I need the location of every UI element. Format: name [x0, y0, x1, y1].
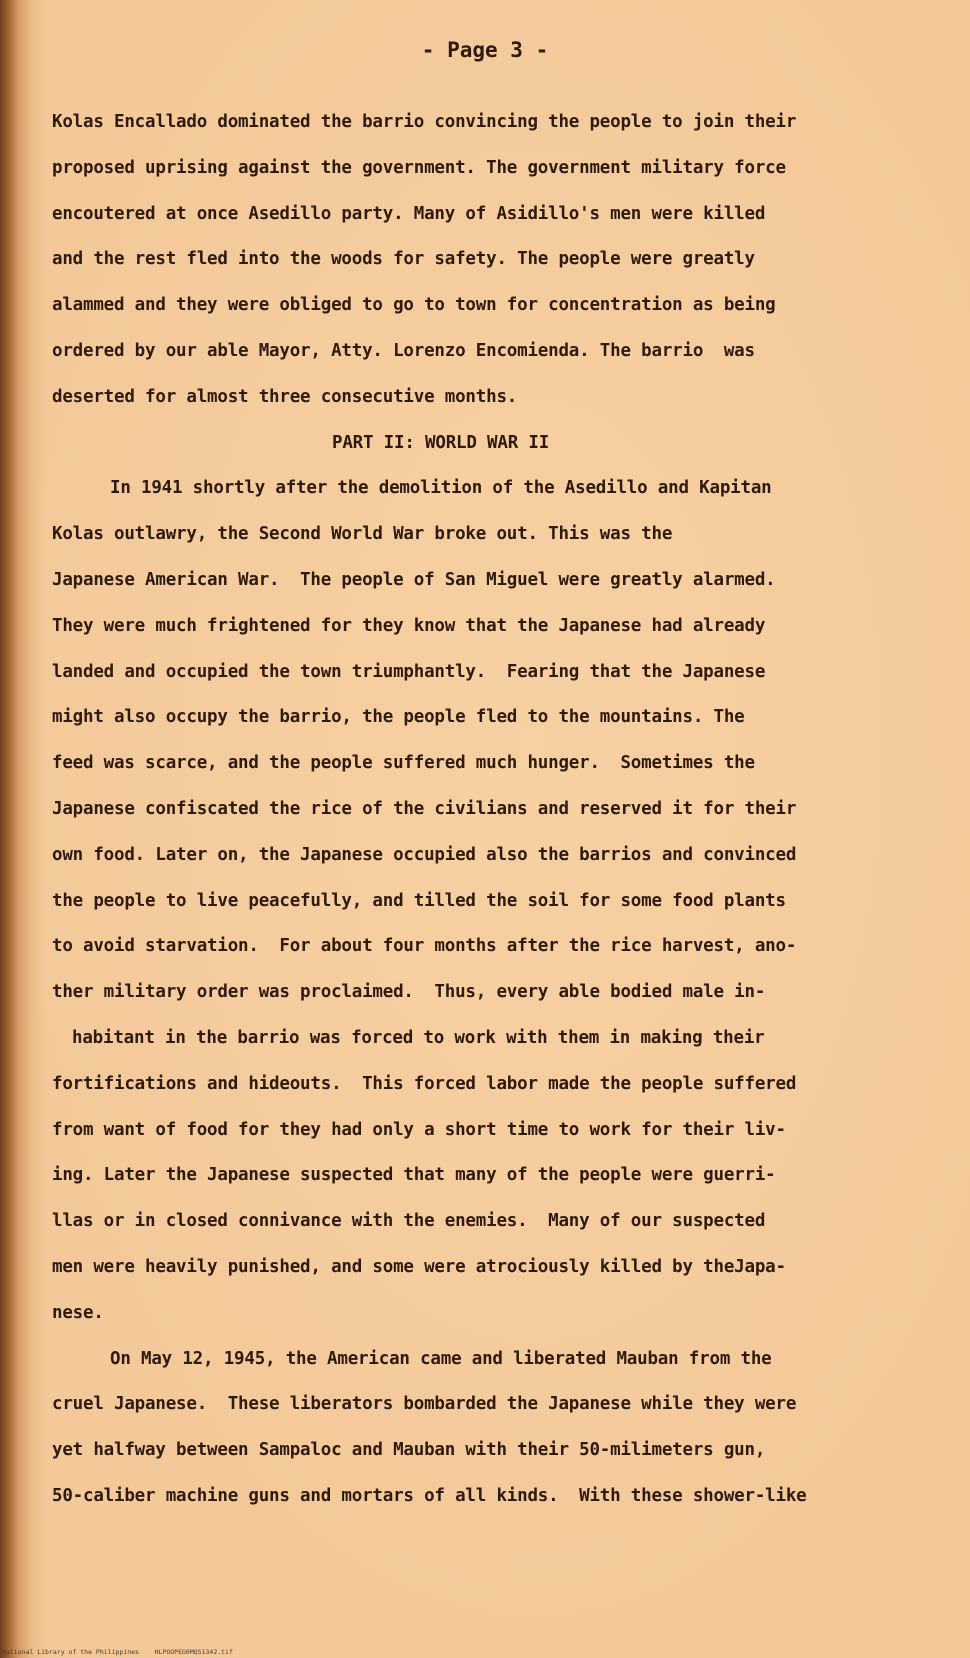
page-number: - Page 3 -: [421, 38, 549, 62]
text-line: Kolas Encallado dominated the barrio convincing the people to join their: [52, 112, 797, 132]
text-line: feed was scarce, and the people suffered much hunger. Sometimes the: [52, 753, 755, 774]
text-line: fortifications and hideouts. This forced labor made the people suffered: [52, 1073, 797, 1094]
text-line: nese.: [52, 1302, 104, 1323]
text-line: Kolas outlawry, the Second World War broke out. This was the: [52, 524, 673, 545]
text-line: encoutered at once Asedillo party. Many of Asidillo's men were killed: [52, 203, 766, 224]
text-line: habitant in the barrio was forced to work with them in making their: [72, 1027, 765, 1048]
text-line: They were much frightened for they know that the Japanese had already: [52, 615, 766, 636]
text-line: ther military order was proclaimed. Thus, every able bodied male in-: [52, 982, 766, 1003]
text-line: own food. Later on, the Japanese occupied also the barrios and convinced: [52, 844, 797, 865]
text-line: deserted for almost three consecutive months.: [52, 386, 518, 407]
text-line: Japanese confiscated the rice of the civilians and reserved it for their: [52, 798, 797, 819]
text-line: yet halfway between Sampaloc and Mauban with their 50-milimeters gun,: [52, 1440, 766, 1461]
text-line: to avoid starvation. For about four months after the rice harvest, ano-: [52, 936, 797, 957]
text-line: In 1941 shortly after the demolition of the Asedillo and Kapitan: [110, 478, 772, 499]
text-line: 50-caliber machine guns and mortars of all kinds. With these shower-like: [52, 1485, 807, 1506]
section-heading: PART II: WORLD WAR II: [332, 432, 550, 453]
text-line: landed and occupied the town triumphantly. Fearing that the Japanese: [52, 661, 766, 682]
text-line: On May 12, 1945, the American came and liberated Mauban from the: [110, 1348, 772, 1369]
text-line: proposed uprising against the government. The government military force: [52, 157, 786, 178]
text-line: from want of food for they had only a short time to work for their liv-: [52, 1119, 786, 1140]
text-line: might also occupy the barrio, the people fled to the mountains. The: [52, 707, 745, 728]
text-line: ing. Later the Japanese suspected that many of the people were guerri-: [52, 1165, 776, 1186]
text-line: alammed and they were obliged to go to town for concentration as being: [52, 295, 776, 316]
scan-footer: National Library of the Philippines HLPOOPEG0MQ51342.tif: [2, 1648, 233, 1656]
body-text: [52, 100, 902, 1520]
text-line: men were heavily punished, and some were atrociously killed by theJapa-: [52, 1256, 786, 1277]
text-line: llas or in closed connivance with the enemies. Many of our suspected: [52, 1211, 766, 1232]
text-line: and the rest fled into the woods for safety. The people were greatly: [52, 249, 755, 270]
text-line: ordered by our able Mayor, Atty. Lorenzo Encomienda. The barrio was: [52, 340, 755, 361]
text-line: cruel Japanese. These liberators bombarded the Japanese while they were: [52, 1394, 797, 1415]
text-line: the people to live peacefully, and tilled the soil for some food plants: [52, 890, 786, 911]
text-line: Japanese American War. The people of San Miguel were greatly alarmed.: [52, 569, 776, 590]
